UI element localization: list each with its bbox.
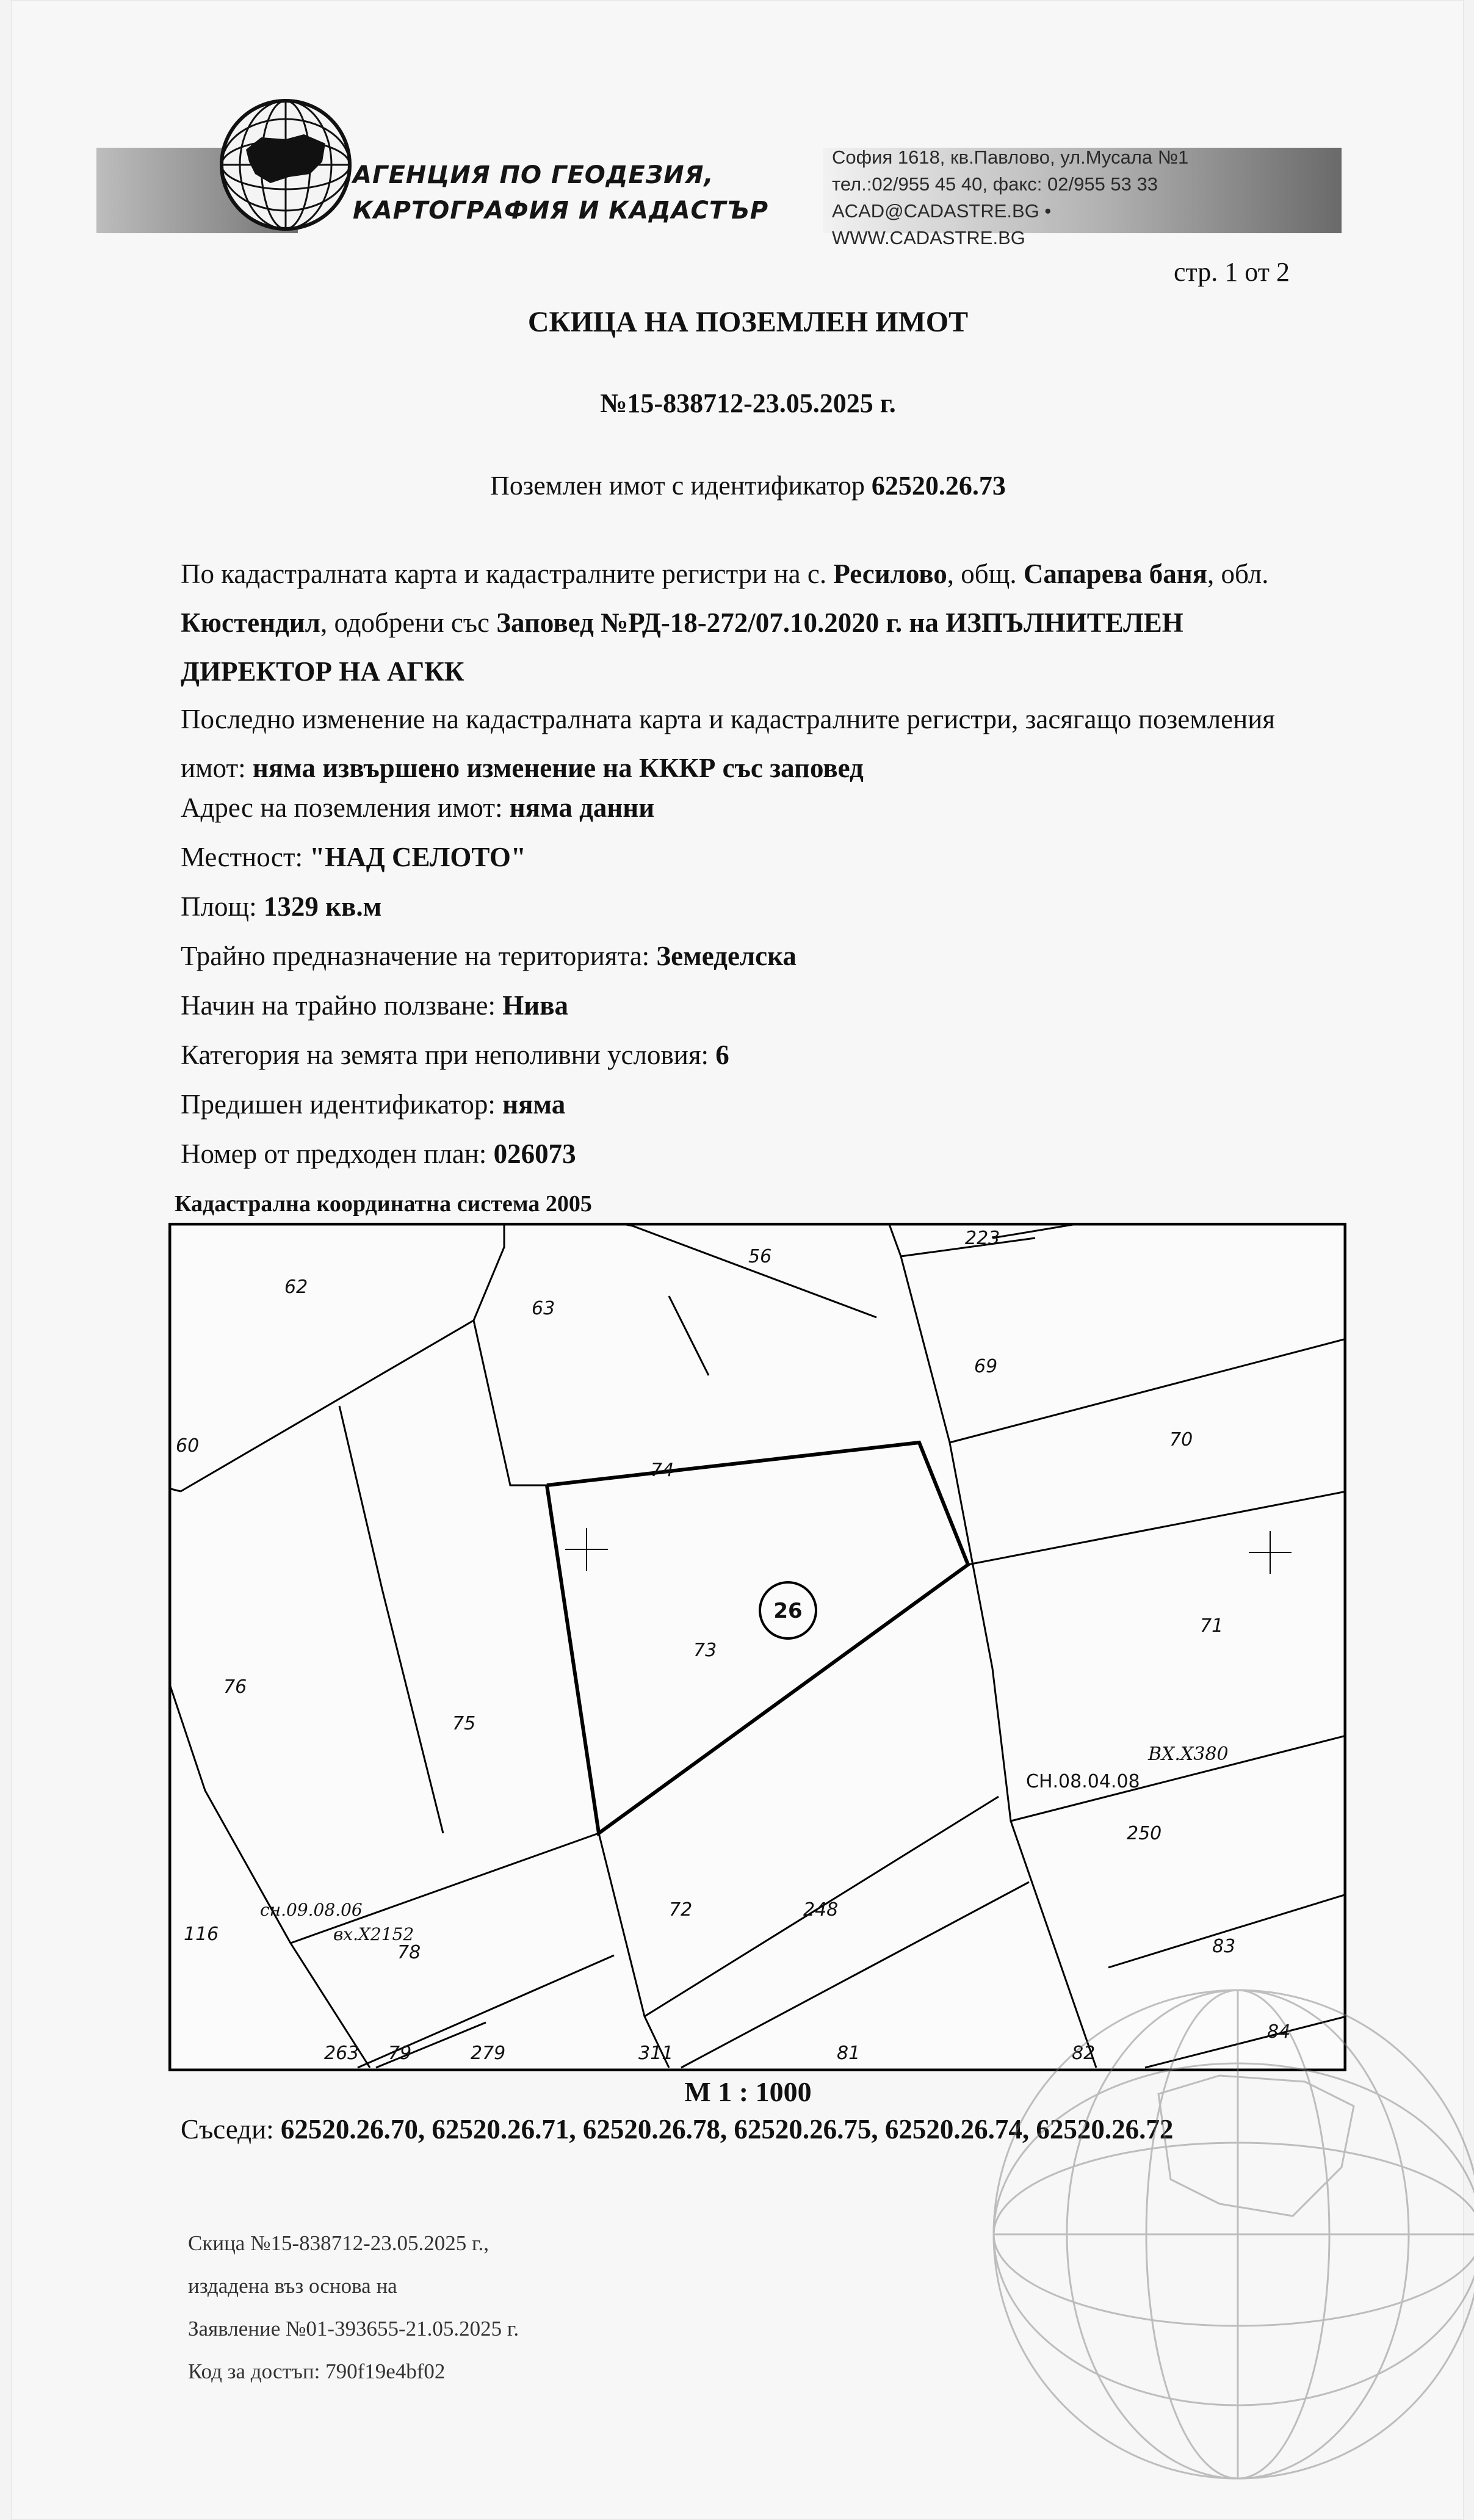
agency-globe-logo bbox=[212, 92, 359, 238]
agency-stamp-watermark bbox=[988, 1984, 1474, 2485]
map-scale: М 1 : 1000 bbox=[684, 2076, 812, 2107]
field-land-purpose bbox=[181, 940, 797, 972]
footer-line3: Заявление №01-393655-21.05.2025 г. bbox=[188, 2317, 519, 2341]
access-code-label: Код за достъп: bbox=[188, 2359, 326, 2383]
contact-address: София 1618, кв.Павлово, ул.Мусала №1 bbox=[832, 147, 1189, 168]
field-label: Номер от предходен план: bbox=[181, 1139, 494, 1169]
access-code-value: 790f19e4bf02 bbox=[325, 2359, 446, 2383]
parcel-identifier-value: 62520.26.73 bbox=[871, 471, 1006, 501]
parcel-label: 79 bbox=[388, 2043, 412, 2064]
agency-name-line1: АГЕНЦИЯ ПО ГЕОДЕЗИЯ, bbox=[353, 161, 714, 189]
field-label: Местност: bbox=[181, 842, 310, 872]
parcel-label: 62 bbox=[284, 1276, 308, 1298]
parcel-label: 60 bbox=[176, 1435, 200, 1457]
field-label: Трайно предназначение на територията: bbox=[181, 941, 657, 971]
map-annotation: вх.Х2152 bbox=[333, 1924, 414, 1944]
map-annotation: СН.08.04.08 bbox=[1026, 1771, 1140, 1792]
field-locality bbox=[181, 841, 526, 873]
parcel-label: 74 bbox=[651, 1460, 674, 1481]
parcel-label: 76 bbox=[223, 1676, 247, 1698]
neighbors-value: 62520.26.70, 62520.26.71, 62520.26.78, 62520.26.75, 62520.26.74, 62520.26.72 bbox=[280, 2114, 1174, 2145]
field-value: 6 bbox=[715, 1040, 729, 1070]
village-name: Ресилово bbox=[833, 559, 947, 589]
field-label: Адрес на поземления имот: bbox=[181, 792, 510, 823]
parcel-label: 83 bbox=[1212, 1936, 1236, 1957]
document-title: СКИЦА НА ПОЗЕМЛЕН ИМОТ bbox=[527, 306, 969, 338]
field-address bbox=[181, 792, 654, 824]
field-label: Категория на земята при неполивни условия: bbox=[181, 1040, 716, 1070]
parcel-label: 279 bbox=[471, 2043, 506, 2064]
parcel-label: 78 bbox=[397, 1942, 421, 1963]
document-number: №15-838712-23.05.2025 г. bbox=[600, 388, 896, 418]
parcel-label: 71 bbox=[1200, 1615, 1224, 1637]
agency-name bbox=[353, 158, 768, 228]
parcel-label: 311 bbox=[638, 2043, 674, 2064]
parcel-label: 248 bbox=[803, 1899, 839, 1921]
map-caption: Кадастрална координатна система 2005 bbox=[175, 1191, 592, 1217]
parcel-label: 250 bbox=[1127, 1823, 1162, 1844]
parcel-label: 56 bbox=[748, 1246, 772, 1267]
contact-phone: тел.:02/955 45 40, факс: 02/955 53 33 bbox=[832, 173, 1158, 195]
field-value: 026073 bbox=[493, 1139, 576, 1169]
field-label: Начин на трайно ползване: bbox=[181, 990, 503, 1021]
parcel-label: 63 bbox=[532, 1298, 555, 1319]
field-value: Земеделска bbox=[656, 941, 797, 971]
map-annotation: сн.09.08.06 bbox=[260, 1900, 363, 1920]
paragraph1-text4: , одобрени със bbox=[320, 607, 497, 638]
field-land-category bbox=[181, 1039, 729, 1071]
field-land-use bbox=[181, 990, 568, 1021]
approval-order: Заповед №РД-18-272/07.10.2020 г. на ИЗПЪЛНИТЕЛЕН ДИРЕКТОР НА АГКК bbox=[181, 607, 1183, 687]
paragraph1-text2: , общ. bbox=[947, 559, 1024, 589]
parcel-identifier-line bbox=[11, 470, 1474, 501]
agency-contacts bbox=[832, 144, 1204, 252]
field-value: "НАД СЕЛОТО" bbox=[309, 842, 526, 872]
region-name: Кюстендил bbox=[181, 607, 320, 638]
paragraph1-text1: По кадастралната карта и кадастралните регистри на с. bbox=[181, 559, 834, 589]
field-previous-identifier bbox=[181, 1088, 565, 1120]
parcel-label: 84 bbox=[1267, 2021, 1291, 2043]
last-change-paragraph bbox=[181, 695, 1340, 792]
section-number: 26 bbox=[773, 1599, 803, 1623]
cadastral-map-paragraph bbox=[181, 549, 1340, 696]
parcel-label: 72 bbox=[669, 1899, 693, 1921]
page-number: стр. 1 от 2 bbox=[1174, 257, 1290, 287]
cadastral-map bbox=[168, 1223, 1346, 2071]
parcel-label: 70 bbox=[1169, 1429, 1193, 1450]
field-label: Предишен идентификатор: bbox=[181, 1089, 503, 1120]
parcel-identifier-label: Поземлен имот с идентификатор bbox=[490, 471, 872, 501]
parcel-label: 69 bbox=[974, 1356, 998, 1377]
footer-access-code bbox=[188, 2359, 445, 2384]
parcel-label: 82 bbox=[1072, 2043, 1096, 2064]
parcel-label: 73 bbox=[693, 1640, 717, 1661]
parcel-label: 263 bbox=[324, 2043, 359, 2064]
paragraph1-text3: , обл. bbox=[1207, 559, 1269, 589]
neighbors-label: Съседи: bbox=[181, 2114, 281, 2145]
agency-name-line2: КАРТОГРАФИЯ И КАДАСТЪР bbox=[353, 197, 769, 225]
footer-line1: Скица №15-838712-23.05.2025 г., bbox=[188, 2231, 489, 2255]
footer-line2: издадена въз основа на bbox=[188, 2274, 397, 2298]
field-value: няма данни bbox=[509, 792, 655, 823]
field-area bbox=[181, 891, 381, 922]
field-value: няма bbox=[502, 1089, 566, 1120]
parcel-label: 75 bbox=[452, 1713, 476, 1734]
field-label: Площ: bbox=[181, 891, 264, 922]
last-change-label: Последно изменение на кадастралната карта и кадастралните регистри, засягащо поземления имот: bbox=[181, 704, 1275, 783]
municipality-name: Сапарева баня bbox=[1023, 559, 1208, 589]
parcel-label: 223 bbox=[965, 1228, 1000, 1249]
parcel-label: 81 bbox=[837, 2043, 861, 2064]
field-value: 1329 кв.м bbox=[263, 891, 382, 922]
document-page bbox=[11, 0, 1464, 2520]
field-previous-plan-number bbox=[181, 1138, 576, 1170]
last-change-value: няма извършено изменение на КККР със заповед bbox=[252, 753, 864, 783]
contact-web: ACAD@CADASTRE.BG • WWW.CADASTRE.BG bbox=[832, 200, 1052, 248]
field-value: Нива bbox=[502, 990, 569, 1021]
map-annotation: ВХ.Х380 bbox=[1148, 1743, 1229, 1765]
parcel-label: 116 bbox=[184, 1924, 219, 1945]
